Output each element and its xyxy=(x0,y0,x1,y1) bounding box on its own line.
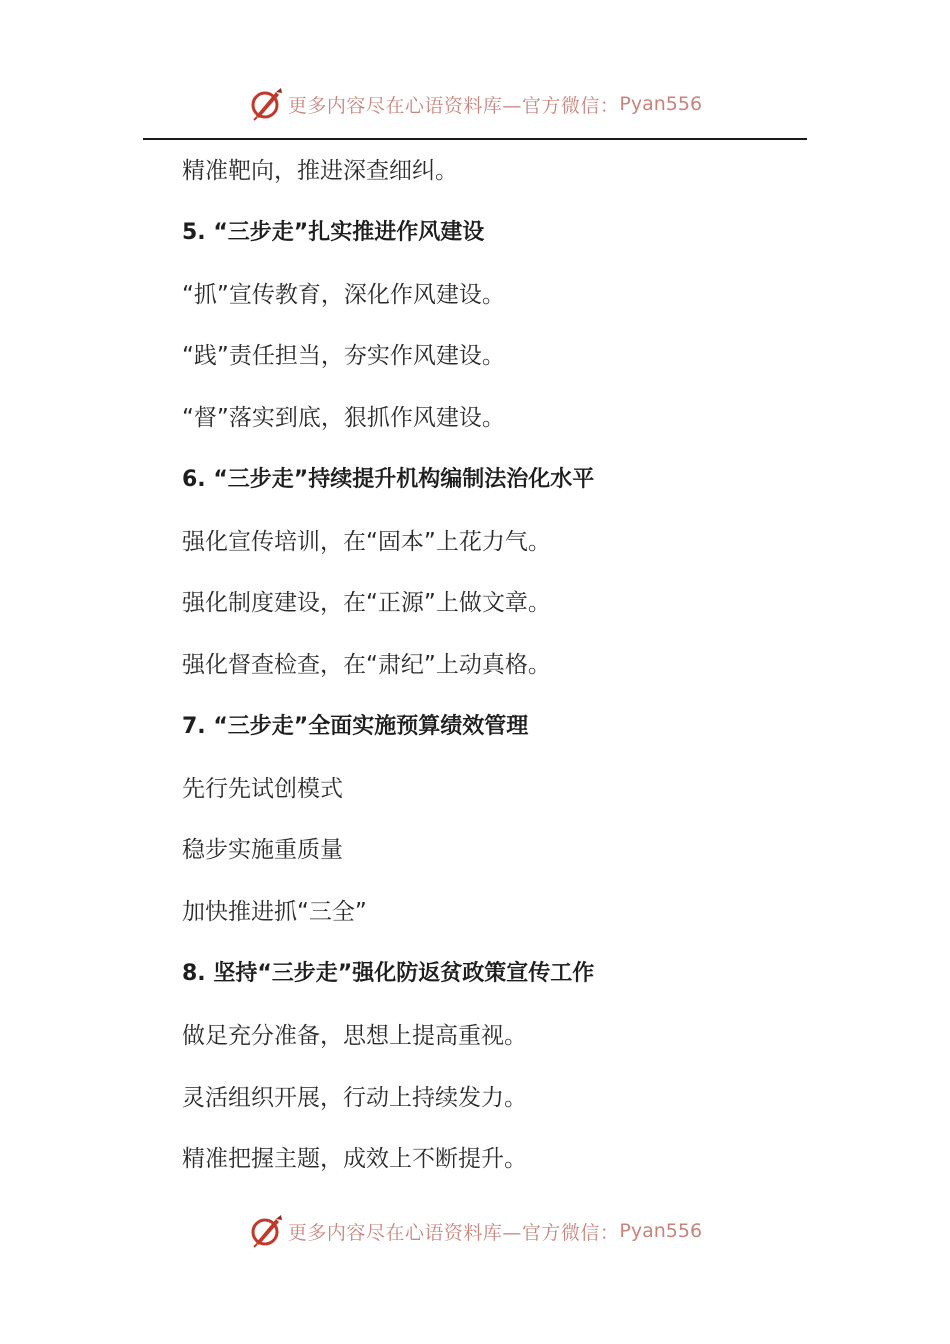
footer-banner-text: 更多内容尽在心语资料库—官方微信： xyxy=(287,1221,620,1244)
section-heading: 6. “三步走”持续提升机构编制法治化水平 xyxy=(182,467,595,492)
footer-banner xyxy=(0,1209,950,1253)
quill-pen-logo-icon xyxy=(248,1213,284,1249)
body-line: “践”责任担当，夯实作风建设。 xyxy=(182,343,505,369)
body-line: 先行先试创模式 xyxy=(182,776,343,802)
footer-wechat-id: Pyan556 xyxy=(619,1220,703,1242)
body-line: 精准靶向，推进深查细纠。 xyxy=(182,158,458,184)
body-line: 强化督查检查，在“肃纪”上动真格。 xyxy=(182,652,551,678)
body-line: 灵活组织开展，行动上持续发力。 xyxy=(182,1085,527,1111)
header-wechat-id: Pyan556 xyxy=(619,93,703,115)
body-line: 强化制度建设，在“正源”上做文章。 xyxy=(182,590,551,616)
quill-pen-logo-icon xyxy=(248,86,284,122)
body-line: 做足充分准备，思想上提高重视。 xyxy=(182,1023,527,1049)
section-heading: 7. “三步走”全面实施预算绩效管理 xyxy=(182,714,529,739)
body-line: 稳步实施重质量 xyxy=(182,837,343,863)
header-rule xyxy=(143,138,807,140)
body-line: 精准把握主题，成效上不断提升。 xyxy=(182,1146,527,1172)
header-banner-text: 更多内容尽在心语资料库—官方微信： xyxy=(287,94,620,117)
header-banner xyxy=(0,82,950,126)
section-heading: 8. 坚持“三步走”强化防返贫政策宣传工作 xyxy=(182,961,595,986)
body-line: “督”落实到底，狠抓作风建设。 xyxy=(182,405,505,431)
body-line: “抓”宣传教育，深化作风建设。 xyxy=(182,282,505,308)
section-heading: 5. “三步走”扎实推进作风建设 xyxy=(182,220,485,245)
body-line: 加快推进抓“三全” xyxy=(182,899,367,925)
body-line: 强化宣传培训，在“固本”上花力气。 xyxy=(182,529,551,555)
